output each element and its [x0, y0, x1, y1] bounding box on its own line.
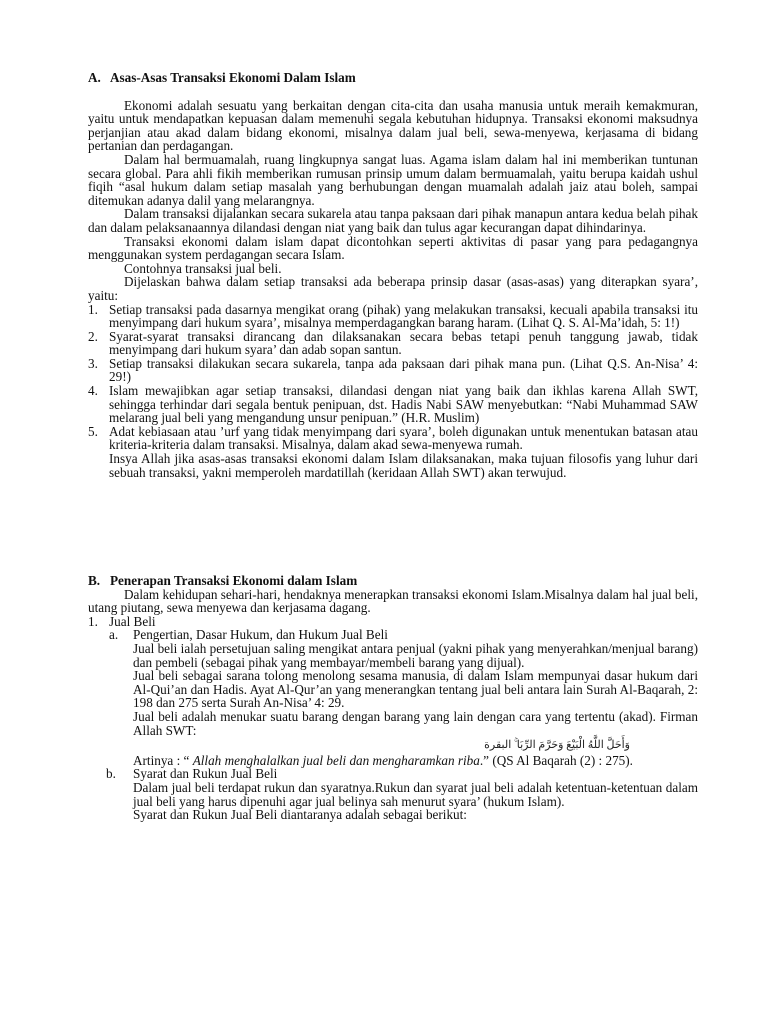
subsection-label: b.: [106, 766, 116, 782]
list-item-text: Adat kebiasaan atau ’urf yang tidak menyimpang dari syara’, boleh digunakan untuk menentukan batasan atau kriteria-kriteria dalam transaksi. Misalnya, dalam akad sewa-menyewa rumah.: [109, 423, 698, 453]
list-item: [88, 357, 698, 384]
list-number: 2.: [88, 328, 98, 344]
section-a-marker: A.: [88, 70, 101, 85]
section-a: [88, 71, 698, 479]
jual-beli-title: Jual Beli: [109, 613, 156, 629]
list-item: [88, 303, 698, 330]
list-number: 3.: [88, 355, 98, 371]
section-a-title: Asas-Asas Transaksi Ekonomi Dalam Islam: [110, 70, 356, 85]
subsection-a-body: [88, 642, 698, 767]
subsection-title: Pengertian, Dasar Hukum, dan Hukum Jual Beli: [133, 627, 388, 643]
artinya-reference: .” (QS Al Baqarah (2) : 275).: [479, 752, 633, 768]
jual-beli-heading: [88, 615, 698, 629]
list-item: [88, 330, 698, 357]
section-a-heading: [88, 71, 698, 85]
section-b: [88, 574, 698, 822]
list-item: [88, 425, 698, 452]
list-number: 1.: [88, 613, 98, 629]
subsection-title: Syarat dan Rukun Jual Beli: [133, 766, 278, 782]
arabic-verse: وَأَحَلَّ اللَّهُ الْبَيْعَ وَحَرَّمَ الرِّبَا ۚ البقرة: [484, 739, 630, 752]
paragraph: Dalam jual beli terdapat rukun dan syaratnya.Rukun dan syarat jual beli adalah ketentuan-ketentuan dalam jual beli yang harus dipenuhi agar jual belinya sah menurut syara’ (hukum Islam).: [133, 779, 698, 809]
subsection-b-body: [88, 781, 698, 822]
paragraph: Jual beli sebagai sarana tolong menolong sesama manusia, di dalam Islam mempunyai dasar hukum dari Al-Qui’an dan Hadis. Ayat Al-Qur’an yang menerangkan tentang jual beli antara lain Surah Al-Baqarah, 2: 198 dan 275 serta Surah An-Nisa’ 4: 29.: [133, 668, 698, 711]
section-b-heading: [88, 574, 698, 588]
closing-block: [88, 452, 698, 479]
list-number: 4.: [88, 383, 98, 399]
paragraph: Ekonomi adalah sesuatu yang berkaitan dengan cita-cita dan usaha manusia untuk meraih kemakmuran, yaitu untuk mendapatkan kepuasan dalam memenuhi segala kebutuhan hidupnya. Transaksi ekonomi maksudnya perjanjian atau akad dalam bidang ekonomi, misalnya dalam jual beli, sewa-menyewa, kerjasama di bidang pertanian dan perdagangan.: [88, 97, 698, 154]
paragraph: Dalam transaksi dijalankan secara sukarela atau tanpa paksaan dari pihak manapun antara kedua belah pihak dan dalam pelaksanaannya dilandasi dengan niat yang baik dan tulus agar kecurangan dapat dihindarinya.: [88, 206, 698, 235]
list-item-text: Islam mewajibkan agar setiap transaksi, dilandasi dengan niat yang baik dan ikhlas karena Allah SWT, sehingga terhindar dari segala bentuk penipuan, dst. Hadis Nabi SAW menyebutkan: “Nabi Muhammad SAW melarang jual beli yang mengandung unsur penipuan.” (H.R. Muslim): [109, 383, 698, 426]
subsection-b-heading: [88, 767, 698, 781]
artinya-label: Artinya : “: [133, 752, 190, 768]
closing-paragraph: Insya Allah jika asas-asas transaksi ekonomi dalam Islam dilaksanakan, maka tujuan filosofis yang luhur dari sebuah transaksi, yakni memperoleh mardatillah (keridaan Allah SWT) akan terwujud.: [109, 451, 698, 480]
section-b-marker: B.: [88, 573, 101, 588]
section-b-intro: Dalam kehidupan sehari-hari, hendaknya menerapkan transaksi ekonomi Islam.Misalnya dalam hal jual beli, utang piutang, sewa menyewa dan kerjasama dagang.: [88, 586, 698, 616]
paragraph: Syarat dan Rukun Jual Beli diantaranya adalah sebagai berikut:: [133, 807, 467, 823]
subsection-a-heading: [88, 628, 698, 642]
paragraph: Jual beli adalah menukar suatu barang dengan barang yang lain dengan cara yang tertentu (akad). Firman Allah SWT:: [133, 708, 698, 738]
artinya-translation: [133, 754, 698, 768]
paragraph: Dijelaskan bahwa dalam setiap transaksi ada beberapa prinsip dasar (asas-asas) yang diterapkan syara’, yaitu:: [88, 274, 698, 303]
list-number: 5.: [88, 423, 98, 439]
section-b-title: Penerapan Transaksi Ekonomi dalam Islam: [110, 573, 358, 588]
paragraph: Contohnya transaksi jual beli.: [124, 260, 282, 276]
list-item-text: Setiap transaksi dilakukan secara sukarela, tanpa ada paksaan dari pihak mana pun. (Lihat Q.S. An-Nisa’ 4: 29!): [109, 355, 698, 385]
paragraph: Transaksi ekonomi dalam islam dapat dicontohkan seperti aktivitas di pasar yang para pedagangnya menggunakan system perdagangan secara Islam.: [88, 233, 698, 263]
list-number: 1.: [88, 301, 98, 317]
principles-list: [88, 303, 698, 453]
list-item: [88, 384, 698, 425]
list-item-text: Setiap transaksi pada dasarnya mengikat orang (pihak) yang melakukan transaksi, kecuali apabila transaksi itu menyimpang dari hukum syara’, misalnya memperdagangkan barang haram. (Lihat Q. S. Al-Ma’idah, 5: 1!): [109, 301, 698, 331]
paragraph: Jual beli ialah persetujuan saling mengikat antara penjual (yakni pihak yang menyerahkan/menjual barang) dan pembeli (sebagai pihak yang membayar/membeli barang yang dijual).: [133, 640, 698, 670]
subsection-label: a.: [109, 627, 119, 643]
artinya-text: Allah menghalalkan jual beli dan mengharamkan riba: [192, 752, 480, 768]
paragraph: Dalam hal bermuamalah, ruang lingkupnya sangat luas. Agama islam dalam hal ini memberikan tuntunan secara global. Para ahli fikih memberikan rumusan prinsip umum dalam bermuamalah, yaitu berupa kaidah ushul fiqih “asal hukum dalam setiap masalah yang berhubungan dengan muamalah adalah jaiz atau boleh, sampai ditemukan adanya dalil yang melarangnya.: [88, 151, 698, 208]
list-item-text: Syarat-syarat transaksi dirancang dan dilaksanakan secara bebas tetapi penuh tanggung jawab, tidak menyimpang dari hukum syara’ dan adab sopan santun.: [109, 328, 698, 358]
